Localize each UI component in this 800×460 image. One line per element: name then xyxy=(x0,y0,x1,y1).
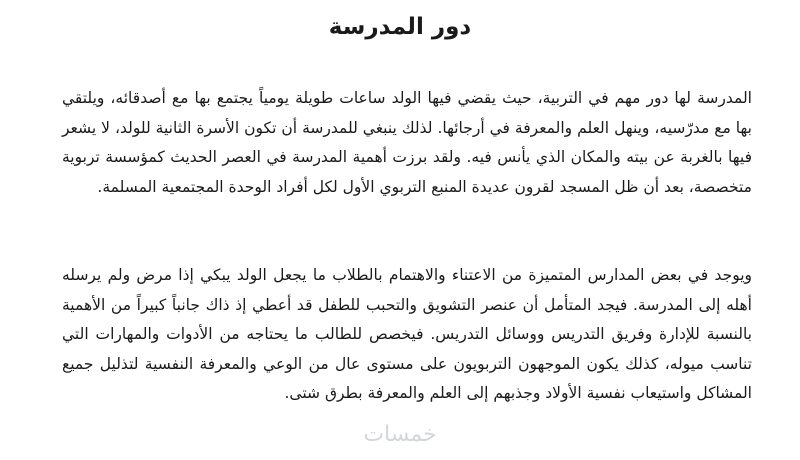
paragraph-1: المدرسة لها دور مهم في التربية، حيث يقضي فيها الولد ساعات طويلة يومياً يجتمع بها مع أصدقائه، ويلتقي بها مع مدرّسيه، وينهل العلم والمعرفة في أرجائها. لذلك ينبغي للمدرسة أن تكون الأسرة الثانية للولد، لا يشعر فيها بالغربة عن بيته والمكان الذي يأنس فيه. ولقد برزت أهمية المدرسة في العصر الحديث كمؤسسة تربوية متخصصة، بعد أن ظل المسجد لقرون عديدة المنبع التربوي الأول لكل أفراد الوحدة المجتمعية المسلمة. xyxy=(62,89,752,196)
paragraph-2: ويوجد في بعض المدارس المتميزة من الاعتناء والاهتمام بالطلاب ما يجعل الولد يبكي إذا مرض ولم يرسله أهله إلى المدرسة. فيجد المتأمل أن عنصر التشويق والتحبب للطفل قد أعطي إذ ذاك جانباً كبيراً من الأهمية بالنسبة للإدارة وفريق التدريس ووسائل التدريس. فيخصص للطالب ما يحتاجه من الأدوات والمهارات التي تناسب ميوله، كذلك يكون الموجهون التربويون على مستوى عال من الوعي والمعرفة النفسية لتذليل جميع المشاكل واستيعاب نفسية الأولاد وجذبهم إلى العلم والمعرفة بطرق شتى. xyxy=(62,266,752,402)
watermark-logo: خمسات xyxy=(363,422,437,447)
page-title: دور المدرسة xyxy=(328,14,472,40)
